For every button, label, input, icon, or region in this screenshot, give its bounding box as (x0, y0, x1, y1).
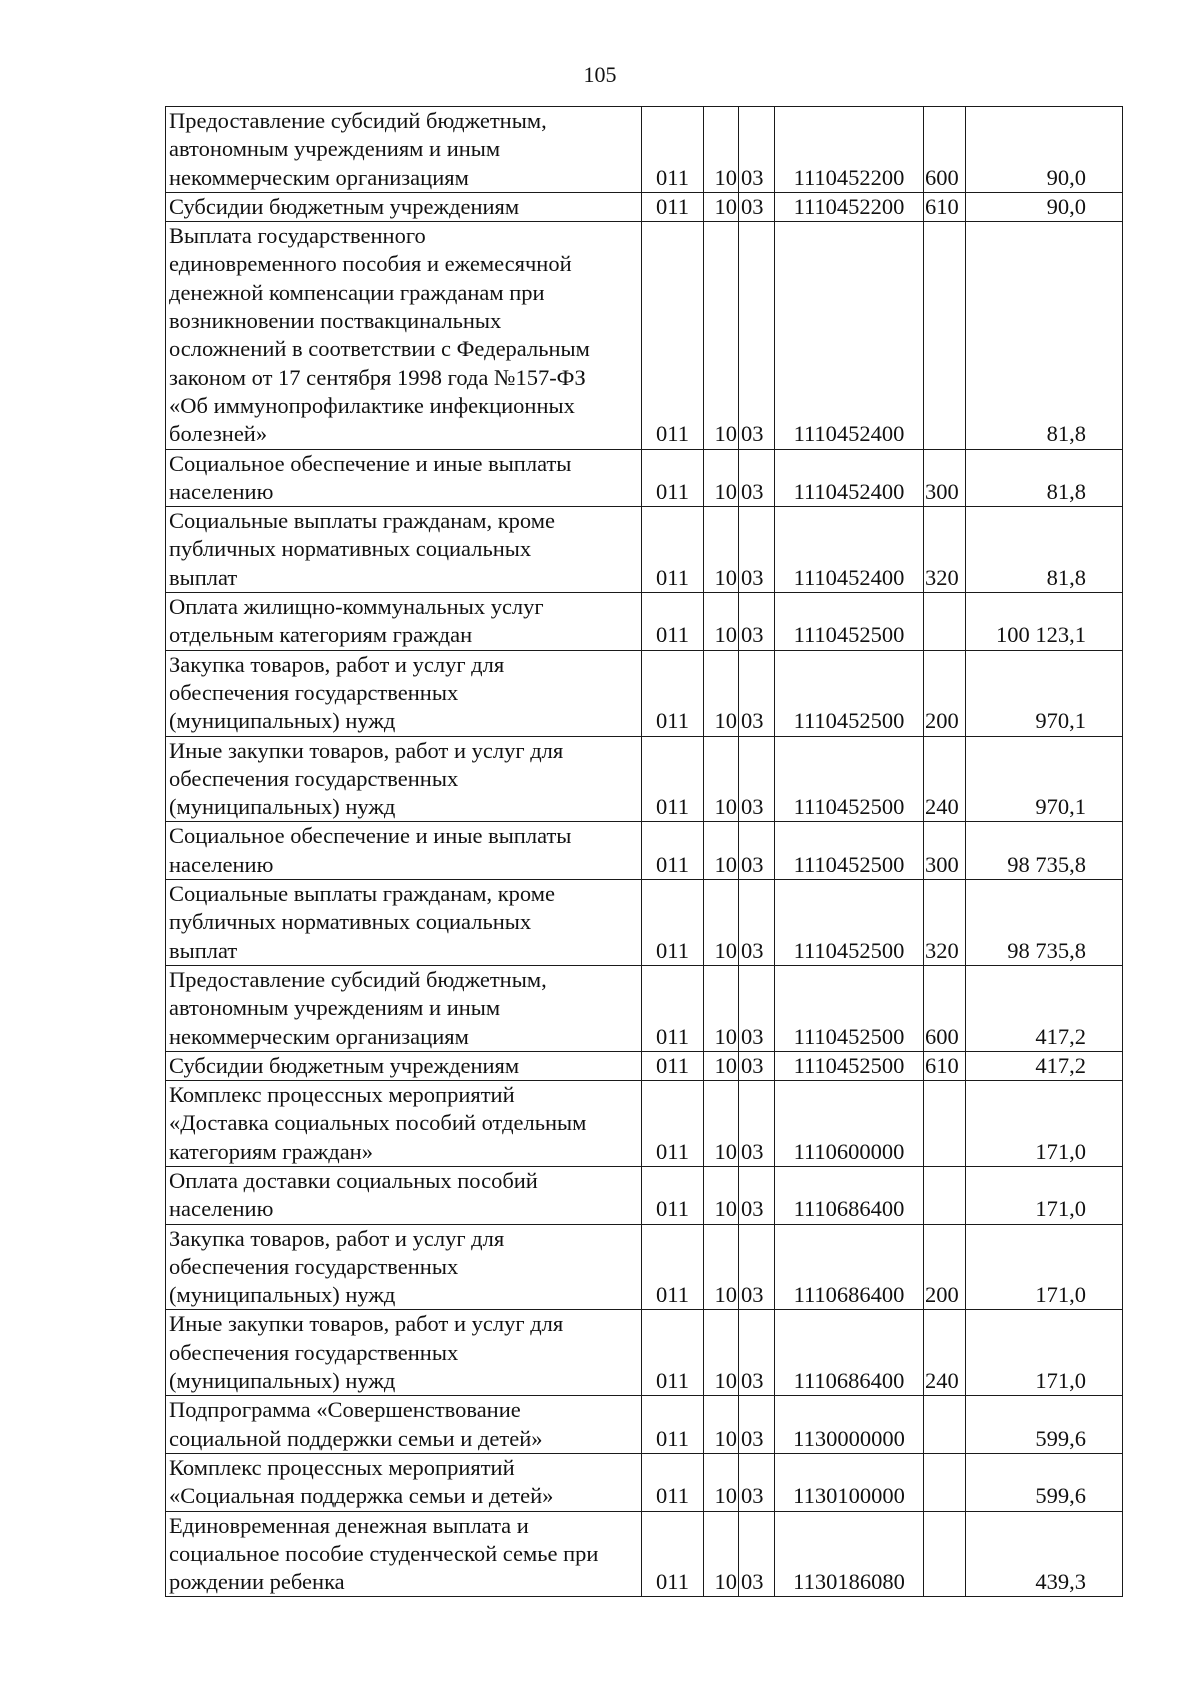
item-name-cell (166, 1511, 642, 1597)
item-name-line: обеспечения государственных (169, 679, 459, 705)
subsection-code-cell: 03 (739, 507, 775, 593)
target-article-cell: 1130100000 (775, 1453, 924, 1511)
item-name-cell (166, 222, 642, 449)
item-name-line: Подпрограмма «Совершенствование (169, 1397, 521, 1423)
item-name-line: осложнений в соответствии с Федеральным (169, 336, 590, 362)
expense-type-cell: 200 (924, 650, 966, 736)
table-row (166, 736, 1123, 822)
item-name-line: (муниципальных) нужд (169, 1368, 396, 1394)
table-row (166, 1453, 1123, 1511)
subsection-code-cell: 03 (739, 1453, 775, 1511)
item-name-line: Единовременная денежная выплата и (169, 1512, 529, 1538)
item-name-line: обеспечения государственных (169, 1253, 459, 1279)
amount-cell: 599,6 (966, 1453, 1123, 1511)
page-number: 105 (583, 62, 617, 87)
admin-code-cell: 011 (642, 965, 704, 1051)
table-row (166, 1511, 1123, 1597)
subsection-code-cell: 03 (739, 1051, 775, 1080)
amount-cell: 81,8 (966, 507, 1123, 593)
section-code-cell: 10 (704, 1081, 739, 1167)
item-name-cell (166, 1166, 642, 1224)
table-row (166, 107, 1123, 193)
item-name-cell (166, 1310, 642, 1396)
table-body (166, 107, 1123, 1597)
item-name-line: Иные закупки товаров, работ и услуг для (169, 1311, 564, 1337)
item-name-line: некоммерческим организациям (169, 1023, 469, 1049)
item-name-line: выплат (169, 937, 238, 963)
subsection-code-cell: 03 (739, 1310, 775, 1396)
amount-cell: 98 735,8 (966, 822, 1123, 880)
item-name-line: (муниципальных) нужд (169, 708, 396, 734)
item-name-cell (166, 507, 642, 593)
subsection-code-cell: 03 (739, 1166, 775, 1224)
table-row (166, 507, 1123, 593)
subsection-code-cell: 03 (739, 1511, 775, 1597)
admin-code-cell: 011 (642, 1081, 704, 1167)
item-name-line: «Доставка социальных пособий отдельным (169, 1110, 587, 1136)
table-row (166, 1224, 1123, 1310)
item-name-line: Комплекс процессных мероприятий (169, 1082, 515, 1108)
item-name-line: рождении ребенка (169, 1569, 345, 1595)
table-row (166, 880, 1123, 966)
target-article-cell: 1110452500 (775, 822, 924, 880)
target-article-cell: 1110452500 (775, 593, 924, 651)
amount-cell: 90,0 (966, 192, 1123, 221)
section-code-cell: 10 (704, 736, 739, 822)
section-code-cell: 10 (704, 1166, 739, 1224)
table-row (166, 593, 1123, 651)
subsection-code-cell: 03 (739, 650, 775, 736)
item-name-line: социальное пособие студенческой семье при (169, 1540, 599, 1566)
admin-code-cell: 011 (642, 222, 704, 449)
subsection-code-cell: 03 (739, 880, 775, 966)
item-name-cell (166, 1081, 642, 1167)
admin-code-cell: 011 (642, 1396, 704, 1454)
expense-type-cell: 300 (924, 822, 966, 880)
target-article-cell: 1110452500 (775, 736, 924, 822)
amount-cell: 171,0 (966, 1310, 1123, 1396)
subsection-code-cell: 03 (739, 593, 775, 651)
item-name-cell (166, 1396, 642, 1454)
item-name-line: Социальные выплаты гражданам, кроме (169, 508, 555, 534)
expense-type-cell (924, 1166, 966, 1224)
expense-type-cell: 610 (924, 192, 966, 221)
item-name-line: выплат (169, 564, 238, 590)
section-code-cell: 10 (704, 1453, 739, 1511)
expense-type-cell: 240 (924, 736, 966, 822)
subsection-code-cell: 03 (739, 1396, 775, 1454)
item-name-cell (166, 1051, 642, 1080)
target-article-cell: 1110452400 (775, 222, 924, 449)
amount-cell: 439,3 (966, 1511, 1123, 1597)
admin-code-cell: 011 (642, 736, 704, 822)
subsection-code-cell: 03 (739, 736, 775, 822)
item-name-cell (166, 650, 642, 736)
table-row (166, 1166, 1123, 1224)
item-name-line: публичных нормативных социальных (169, 536, 532, 562)
item-name-line: Иные закупки товаров, работ и услуг для (169, 737, 564, 763)
amount-cell: 171,0 (966, 1166, 1123, 1224)
item-name-line: Комплекс процессных мероприятий (169, 1454, 515, 1480)
target-article-cell: 1130186080 (775, 1511, 924, 1597)
table-row (166, 449, 1123, 507)
table-row (166, 650, 1123, 736)
section-code-cell: 10 (704, 1396, 739, 1454)
subsection-code-cell: 03 (739, 822, 775, 880)
item-name-cell (166, 1224, 642, 1310)
admin-code-cell: 011 (642, 1453, 704, 1511)
section-code-cell: 10 (704, 1511, 739, 1597)
item-name-line: возникновении поствакцинальных (169, 308, 502, 334)
item-name-line: автономным учреждениям и иным (169, 136, 501, 162)
subsection-code-cell: 03 (739, 449, 775, 507)
item-name-cell (166, 822, 642, 880)
target-article-cell: 1110452500 (775, 1051, 924, 1080)
expense-type-cell: 300 (924, 449, 966, 507)
target-article-cell: 1110452400 (775, 449, 924, 507)
item-name-line: Субсидии бюджетным учреждениям (169, 193, 520, 219)
section-code-cell: 10 (704, 507, 739, 593)
item-name-line: социальной поддержки семьи и детей» (169, 1425, 543, 1451)
item-name-line: публичных нормативных социальных (169, 909, 532, 935)
section-code-cell: 10 (704, 222, 739, 449)
admin-code-cell: 011 (642, 880, 704, 966)
item-name-line: автономным учреждениям и иным (169, 995, 501, 1021)
target-article-cell: 1110686400 (775, 1166, 924, 1224)
expense-type-cell: 200 (924, 1224, 966, 1310)
amount-cell: 970,1 (966, 736, 1123, 822)
item-name-cell (166, 1453, 642, 1511)
item-name-line: категориям граждан» (169, 1138, 373, 1164)
admin-code-cell: 011 (642, 1166, 704, 1224)
item-name-line: Социальное обеспечение и иные выплаты (169, 450, 572, 476)
item-name-line: Социальные выплаты гражданам, кроме (169, 881, 555, 907)
item-name-line: Оплата доставки социальных пособий (169, 1167, 538, 1193)
amount-cell: 417,2 (966, 965, 1123, 1051)
section-code-cell: 10 (704, 880, 739, 966)
item-name-cell (166, 736, 642, 822)
expense-type-cell: 320 (924, 507, 966, 593)
expense-type-cell: 610 (924, 1051, 966, 1080)
target-article-cell: 1110686400 (775, 1224, 924, 1310)
admin-code-cell: 011 (642, 1511, 704, 1597)
admin-code-cell: 011 (642, 593, 704, 651)
expense-type-cell (924, 1511, 966, 1597)
subsection-code-cell: 03 (739, 1224, 775, 1310)
subsection-code-cell: 03 (739, 222, 775, 449)
expense-type-cell (924, 1081, 966, 1167)
item-name-line: законом от 17 сентября 1998 года №157-ФЗ (169, 364, 586, 390)
item-name-line: Предоставление субсидий бюджетным, (169, 108, 547, 133)
item-name-line: Закупка товаров, работ и услуг для (169, 1225, 505, 1251)
item-name-line: Социальное обеспечение и иные выплаты (169, 823, 572, 849)
target-article-cell: 1110600000 (775, 1081, 924, 1167)
item-name-cell (166, 192, 642, 221)
table-row (166, 222, 1123, 449)
admin-code-cell: 011 (642, 650, 704, 736)
item-name-line: Выплата государственного (169, 223, 426, 249)
subsection-code-cell: 03 (739, 192, 775, 221)
item-name-line: болезней» (169, 421, 268, 447)
table-row (166, 1081, 1123, 1167)
target-article-cell: 1110452500 (775, 880, 924, 966)
section-code-cell: 10 (704, 1051, 739, 1080)
amount-cell: 171,0 (966, 1081, 1123, 1167)
admin-code-cell: 011 (642, 1224, 704, 1310)
target-article-cell: 1110686400 (775, 1310, 924, 1396)
admin-code-cell: 011 (642, 192, 704, 221)
amount-cell: 100 123,1 (966, 593, 1123, 651)
amount-cell: 417,2 (966, 1051, 1123, 1080)
expense-type-cell: 320 (924, 880, 966, 966)
admin-code-cell: 011 (642, 1310, 704, 1396)
item-name-line: населению (169, 478, 274, 504)
expense-type-cell (924, 222, 966, 449)
item-name-line: Субсидии бюджетным учреждениям (169, 1052, 520, 1078)
amount-cell: 81,8 (966, 222, 1123, 449)
item-name-line: единовременного пособия и ежемесячной (169, 251, 572, 277)
item-name-line: денежной компенсации гражданам при (169, 279, 545, 305)
section-code-cell: 10 (704, 965, 739, 1051)
item-name-line: «Социальная поддержка семьи и детей» (169, 1483, 554, 1509)
subsection-code-cell: 03 (739, 965, 775, 1051)
item-name-line: Закупка товаров, работ и услуг для (169, 651, 505, 677)
table-row (166, 1310, 1123, 1396)
amount-cell: 98 735,8 (966, 880, 1123, 966)
section-code-cell: 10 (704, 192, 739, 221)
amount-cell: 970,1 (966, 650, 1123, 736)
expense-type-cell (924, 1396, 966, 1454)
item-name-cell (166, 107, 642, 193)
item-name-line: «Об иммунопрофилактике инфекционных (169, 392, 575, 418)
item-name-line: населению (169, 851, 274, 877)
section-code-cell: 10 (704, 650, 739, 736)
admin-code-cell: 011 (642, 1051, 704, 1080)
item-name-line: Оплата жилищно-коммунальных услуг (169, 594, 544, 620)
section-code-cell: 10 (704, 1224, 739, 1310)
expense-type-cell: 240 (924, 1310, 966, 1396)
admin-code-cell: 011 (642, 449, 704, 507)
expense-type-cell (924, 1453, 966, 1511)
amount-cell: 81,8 (966, 449, 1123, 507)
table-row (166, 965, 1123, 1051)
table-row (166, 1051, 1123, 1080)
target-article-cell: 1110452500 (775, 650, 924, 736)
expense-type-cell: 600 (924, 107, 966, 193)
item-name-line: Предоставление субсидий бюджетным, (169, 966, 547, 992)
item-name-line: (муниципальных) нужд (169, 794, 396, 820)
item-name-line: отдельным категориям граждан (169, 622, 473, 648)
amount-cell: 171,0 (966, 1224, 1123, 1310)
item-name-line: населению (169, 1196, 274, 1222)
table-row (166, 822, 1123, 880)
item-name-cell (166, 593, 642, 651)
budget-table (165, 106, 1123, 1597)
section-code-cell: 10 (704, 107, 739, 193)
section-code-cell: 10 (704, 822, 739, 880)
target-article-cell: 1130000000 (775, 1396, 924, 1454)
section-code-cell: 10 (704, 593, 739, 651)
item-name-cell (166, 880, 642, 966)
amount-cell: 90,0 (966, 107, 1123, 193)
target-article-cell: 1110452500 (775, 965, 924, 1051)
admin-code-cell: 011 (642, 507, 704, 593)
section-code-cell: 10 (704, 1310, 739, 1396)
admin-code-cell: 011 (642, 822, 704, 880)
item-name-line: обеспечения государственных (169, 1339, 459, 1365)
subsection-code-cell: 03 (739, 107, 775, 193)
item-name-line: некоммерческим организациям (169, 164, 469, 190)
table-row (166, 1396, 1123, 1454)
amount-cell: 599,6 (966, 1396, 1123, 1454)
expense-type-cell: 600 (924, 965, 966, 1051)
admin-code-cell: 011 (642, 107, 704, 193)
item-name-cell (166, 449, 642, 507)
section-code-cell: 10 (704, 449, 739, 507)
table-row (166, 192, 1123, 221)
target-article-cell: 1110452400 (775, 507, 924, 593)
item-name-line: (муниципальных) нужд (169, 1282, 396, 1308)
item-name-cell (166, 965, 642, 1051)
target-article-cell: 1110452200 (775, 107, 924, 193)
target-article-cell: 1110452200 (775, 192, 924, 221)
item-name-line: обеспечения государственных (169, 765, 459, 791)
expense-type-cell (924, 593, 966, 651)
subsection-code-cell: 03 (739, 1081, 775, 1167)
